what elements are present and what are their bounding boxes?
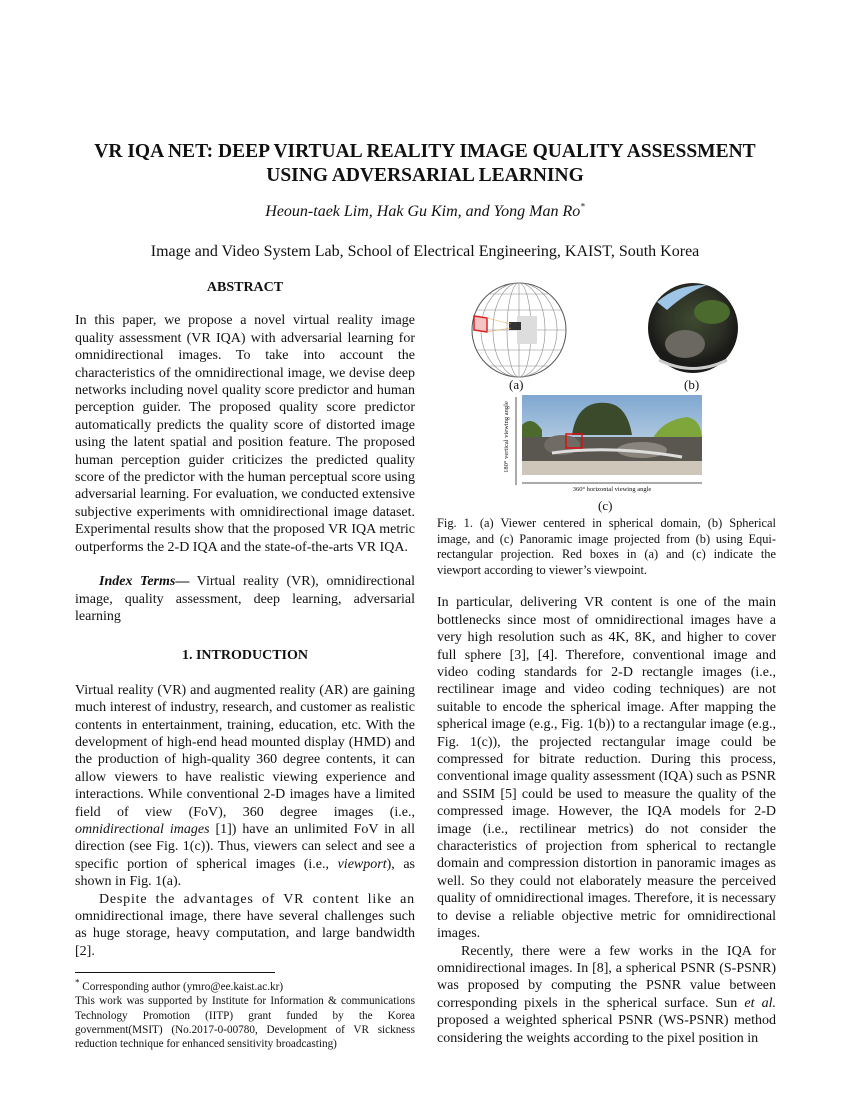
index-terms-dash: — <box>175 574 190 590</box>
term-omnidirectional-images: omnidirectional images <box>75 821 210 837</box>
figure-label-c: (c) <box>598 498 613 513</box>
text-segment: Recently, there were a few works in the IQA for omnidirectional images. In [8], a spherical PSNR (S-PSNR) was proposed by computing the PSNR value between corresponding pixels in the spherical surface. Sun <box>437 943 776 1011</box>
title-line-1: VR IQA NET: DEEP VIRTUAL REALITY IMAGE QUALITY ASSESSMENT <box>94 141 756 162</box>
text-segment: Virtual reality (VR) and augmented reality (AR) are gaining much interest of industry, research, and customer as realistic contents in entertainment, training, education, etc. With the development of high-end head mounted display (HMD) and the production of high-quality 360 degree contents, it can allow viewers to have realistic viewing experience and interactions. While conventional 2-D images have a limited field of view (FoV), 360 degree images (i.e., <box>75 682 415 820</box>
text-segment: omnidirectional image, there have several challenges such as huge storage, heavy computation, and large bandwidth [2]. <box>75 909 415 959</box>
figure-label-a: (a) <box>509 377 524 392</box>
footnote-rule <box>75 972 275 973</box>
text-segment: ), as shown in Fig. 1(a). <box>75 856 416 890</box>
intro-paragraph-1 <box>75 682 415 891</box>
left-column <box>75 279 416 1051</box>
author-mark: * <box>580 201 585 212</box>
text-segment: proposed a weighted spherical PSNR (WS-PSNR) method considering the weights according to the pixel position in <box>437 1013 776 1046</box>
panoramic-image <box>522 395 702 475</box>
authors <box>40 202 810 222</box>
figure-caption: Fig. 1. (a) Viewer centered in spherical domain, (b) Spherical image, and (c) Panoramic image projected from (b) using Equi-rectangular projection. Red boxes in (a) and (c) indicate the viewport according to viewer’s viewpoint. <box>437 516 776 577</box>
spherical-image <box>647 282 739 374</box>
paper-header <box>40 140 810 262</box>
term-viewport: viewport <box>337 856 387 872</box>
vertical-arrow <box>512 395 520 487</box>
footnote-funding: This work was supported by Institute for Information & communications Technology Promotion (IITP) grant funded by the Korea government(MSIT) (No.2017-0-00780, Development of VR sickness reduction technique for enhanced sensitivity broadcasting) <box>75 995 415 1051</box>
intro-paragraph-3: In particular, delivering VR content is one of the main bottlenecks since most of omnidirectional images have a very high resolution such as 4K, 8K, and higher to cover full sphere [3], [4]. Therefore, conventional image and video coding standards for 2-D rectangle images (i.e., rectilinear image and video coding techniques) are not suitable to encode the spherical image. After mapping the spherical image (e.g., Fig. 1(b)) to a rectangular image (e.g., Fig. 1(c)), the projected rectangular image could be compressed for bitrate reduction. During this process, conventional image quality assessment (IQA) such as PSNR and SSIM [5] could be used to measure the quality of the compressed image. However, the IQA models for 2-D image (i.e., rectilinear metrics) do not consider the characteristics of projection from spherical to rectangle domain and compression distortion in panoramic images as well. So they could not elaborately measure the perceived quality of omnidirectional images. Therefore, it is necessary to devise a reliable objective metric for omnidirectional images. <box>437 595 776 942</box>
figure-label-b: (b) <box>684 377 700 392</box>
intro-paragraph-2 <box>75 891 415 961</box>
abstract-title: ABSTRACT <box>206 280 284 295</box>
footnote-corresponding-text: Corresponding author (ymro@ee.kaist.ac.kr) <box>79 981 284 994</box>
index-terms-label: Index Terms <box>99 574 176 590</box>
paper-title <box>40 140 810 188</box>
text-segment: Despite the advantages of VR content like an <box>99 891 415 907</box>
text-segment: [1]) have an unlimited FoV in all direction (see Fig. 1(c)). Thus, viewers can select and see a specific portion of spherical images (i.e., <box>75 821 415 872</box>
intro-heading: 1. INTRODUCTION <box>181 648 308 664</box>
footnote-corresponding <box>75 977 415 994</box>
title-line-2: USING ADVERSARIAL LEARNING <box>266 165 584 186</box>
abstract-text: In this paper, we propose a novel virtual reality image quality assessment (VR IQA) with adversarial learning for omnidirectional images. To take into account the characteristics of the omnidirectional image, we devise deep networks including novel quality score predictor and human perception guider. The proposed quality score predictor automatically predicts the quality score of distorted image using the latent spatial and position feature. The proposed human perception guider criticizes the predicted quality score of the predictor with the human perceptual score using adversarial learning. For evaluation, we conducted extensive subjective experiments with omnidirectional image dataset. Experimental results show that the proposed VR IQA metric outperforms the 2-D IQA and the state-of-the-arts VR IQA. <box>75 313 415 555</box>
term-et-al: et al. <box>744 995 776 1011</box>
footnote <box>75 977 415 1051</box>
vertical-axis-label: 180° vertical viewing angle <box>503 401 510 473</box>
horizontal-axis-label: 360° horizontal viewing angle <box>572 486 652 493</box>
figure-1 <box>437 278 776 516</box>
index-terms <box>75 573 415 625</box>
right-column <box>437 278 776 1047</box>
author-names: Heoun-taek Lim, Hak Gu Kim, and Yong Man Ro <box>265 203 581 220</box>
index-terms-text: Virtual reality (VR), omnidirectional image, quality assessment, deep learning, adversarial learning <box>75 574 415 624</box>
intro-paragraph-4 <box>437 943 776 1047</box>
sphere-viewer-image <box>469 280 569 380</box>
footnote-block <box>75 960 415 1051</box>
footnote-mark: * <box>75 977 80 988</box>
affiliation: Image and Video System Lab, School of Electrical Engineering, KAIST, South Korea <box>150 243 700 260</box>
